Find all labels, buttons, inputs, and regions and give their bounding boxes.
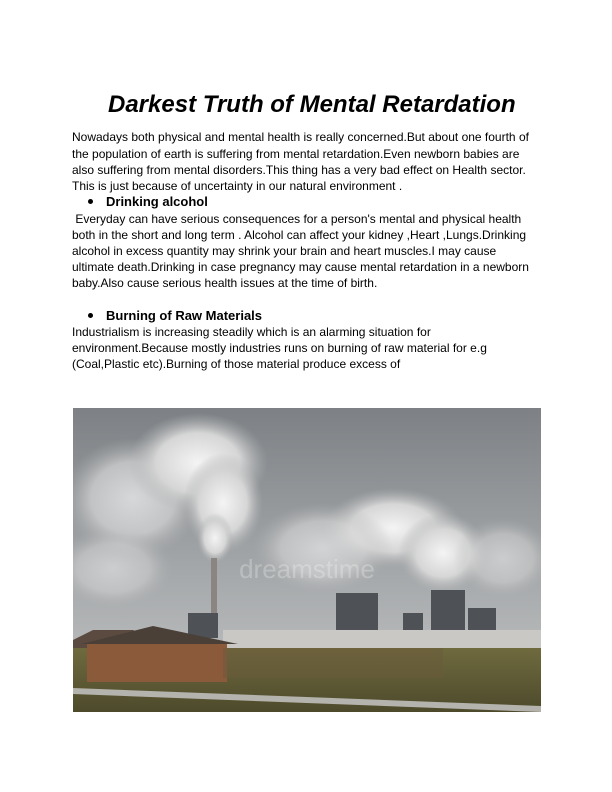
body-line: baby.Also cause serious health issues at the time of birth. [72,276,378,290]
intro-line: This is just because of uncertainty in our natural environment . [72,179,403,193]
body-line: (Coal,Plastic etc).Burning of those material produce excess of [72,357,401,371]
bullet-icon [88,199,93,204]
page-title: Darkest Truth of Mental Retardation [108,91,516,118]
body-line: Industrialism is increasing steadily which is an alarming situation for [72,325,431,339]
intro-line: also suffering from mental disorders.This thing has a very bad effect on Health sector. [72,163,526,177]
bullet-icon [88,313,93,318]
intro-line: Nowadays both physical and mental health is really concerned.But about one fourth of [72,130,529,144]
watermark: dreamstime [239,554,375,584]
intro-line: the population of earth is suffering from mental retardation.Even newborn babies are [72,147,520,161]
body-line: ultimate death.Drinking in case pregnancy may cause mental retardation in a newborn [72,260,529,274]
heading-text: Burning of Raw Materials [106,308,263,323]
section-heading-burning-raw-materials [88,308,262,323]
body-line: both in the short and long term . Alcohol can affect your kidney ,Heart ,Lungs.Drinking [72,228,527,242]
section-heading-drinking-alcohol [88,194,208,209]
body-line: alcohol in excess quantity may shrink your brain and heart muscles.I may cause [72,244,497,258]
factory-smoke-photo [73,408,541,712]
heading-text: Drinking alcohol [106,194,208,209]
body-line: environment.Because mostly industries runs on burning of raw material for e.g [72,341,487,355]
body-line: Everyday can have serious consequences for a person's mental and physical health [72,212,522,226]
